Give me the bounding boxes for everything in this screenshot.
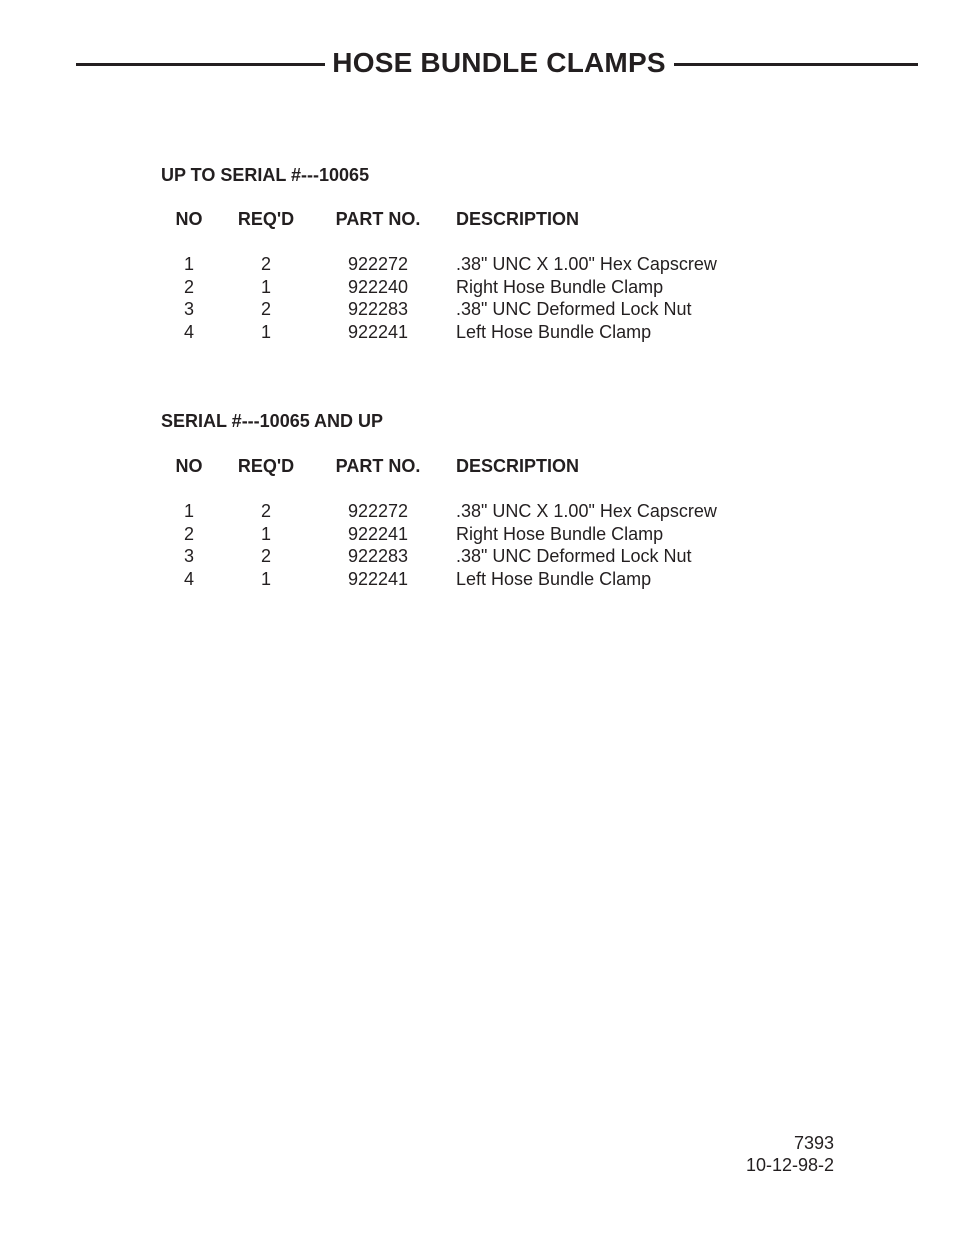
cell-part-no: 922241 <box>347 524 409 544</box>
cell-part-no: 922241 <box>347 569 409 589</box>
cell-reqd: 1 <box>260 524 271 544</box>
title-rule-left <box>76 63 325 66</box>
cell-reqd: 2 <box>260 501 271 521</box>
cell-no: 4 <box>183 322 194 342</box>
cell-no: 3 <box>183 299 194 319</box>
title-row <box>76 44 918 84</box>
cell-description: .38" UNC Deformed Lock Nut <box>456 299 692 319</box>
column-header-description: DESCRIPTION <box>456 456 580 476</box>
column-header-part-no: PART NO. <box>335 456 421 476</box>
cell-description: Right Hose Bundle Clamp <box>456 277 664 297</box>
page-footer <box>746 1132 834 1176</box>
cell-reqd: 1 <box>260 277 271 297</box>
cell-part-no: 922283 <box>347 546 409 566</box>
cell-description: Right Hose Bundle Clamp <box>456 524 664 544</box>
column-header-part-no: PART NO. <box>335 209 421 229</box>
section-heading: UP TO SERIAL #---10065 <box>161 165 370 185</box>
cell-part-no: 922240 <box>347 277 409 297</box>
cell-description: .38" UNC X 1.00" Hex Capscrew <box>456 501 717 521</box>
cell-no: 1 <box>183 254 194 274</box>
column-header-reqd: REQ'D <box>237 456 295 476</box>
revision-date-code: 10-12-98-2 <box>745 1155 834 1175</box>
column-header-reqd: REQ'D <box>237 209 295 229</box>
section-heading: SERIAL #---10065 AND UP <box>161 411 384 431</box>
cell-description: .38" UNC Deformed Lock Nut <box>456 546 692 566</box>
cell-reqd: 1 <box>260 322 271 342</box>
column-header-description: DESCRIPTION <box>456 209 580 229</box>
page-title: HOSE BUNDLE CLAMPS <box>332 47 666 78</box>
column-header-no: NO <box>175 456 203 476</box>
cell-no: 1 <box>183 501 194 521</box>
cell-no: 3 <box>183 546 194 566</box>
cell-description: .38" UNC X 1.00" Hex Capscrew <box>456 254 717 274</box>
cell-reqd: 2 <box>260 254 271 274</box>
cell-reqd: 2 <box>260 299 271 319</box>
cell-reqd: 1 <box>260 569 271 589</box>
page-code: 7393 <box>793 1133 834 1153</box>
cell-no: 2 <box>183 524 194 544</box>
cell-part-no: 922283 <box>347 299 409 319</box>
cell-part-no: 922241 <box>347 322 409 342</box>
cell-part-no: 922272 <box>347 254 409 274</box>
title-rule-right <box>674 63 918 66</box>
cell-description: Left Hose Bundle Clamp <box>456 322 652 342</box>
column-header-no: NO <box>175 209 203 229</box>
cell-reqd: 2 <box>260 546 271 566</box>
cell-no: 2 <box>183 277 194 297</box>
cell-description: Left Hose Bundle Clamp <box>456 569 652 589</box>
cell-part-no: 922272 <box>347 501 409 521</box>
cell-no: 4 <box>183 569 194 589</box>
